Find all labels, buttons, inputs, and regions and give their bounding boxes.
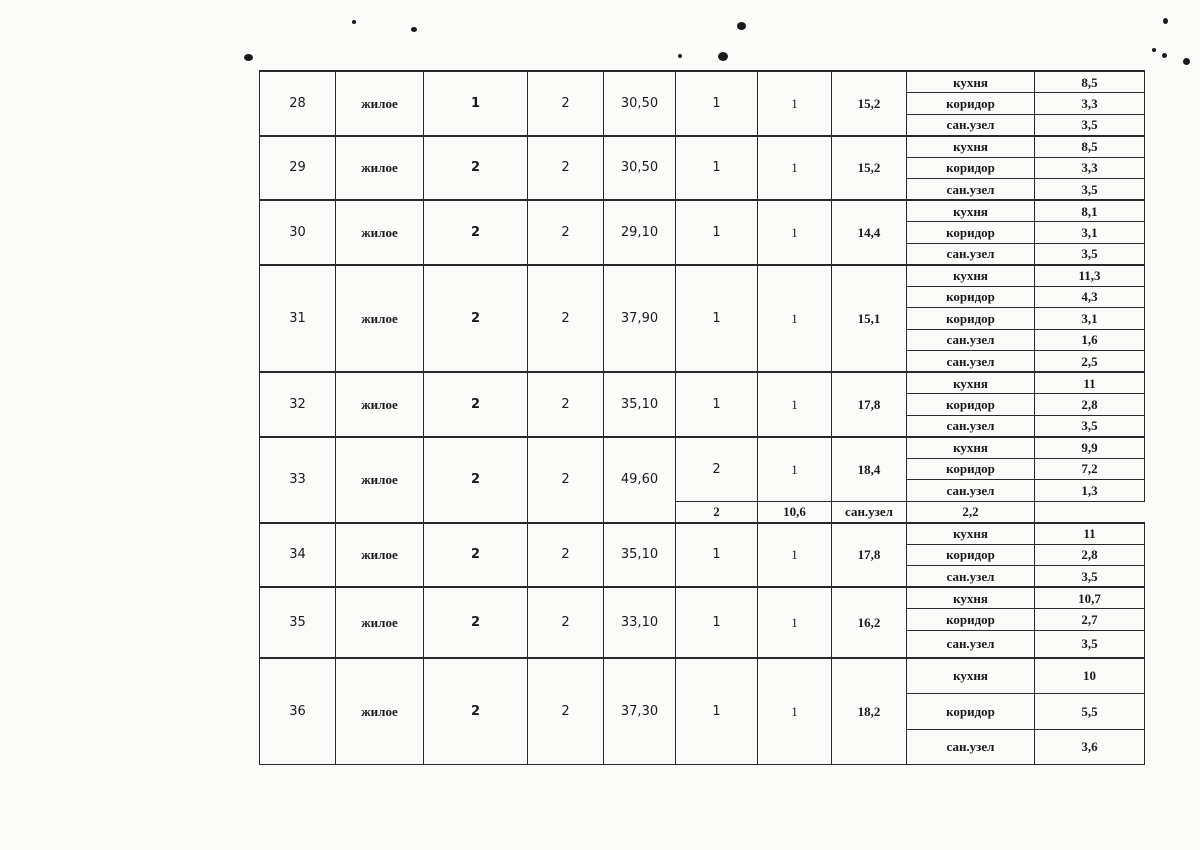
col6-value: 1 (676, 71, 758, 136)
col4-value: 2 (528, 200, 604, 265)
room-area: 9,9 (1035, 437, 1145, 459)
room-area: 8,1 (1035, 200, 1145, 222)
room-area: 11,3 (1035, 265, 1145, 287)
col6-value: 1 (676, 587, 758, 658)
living-room-number: 1 (758, 71, 832, 136)
living-room-area: 16,2 (832, 587, 907, 658)
room-area: 3,1 (1035, 308, 1145, 330)
room-area: 3,5 (1035, 415, 1145, 437)
room-name: коридор (907, 222, 1035, 244)
scan-speck (1163, 18, 1168, 24)
apartment-number: 36 (260, 658, 336, 765)
scan-speck (718, 52, 728, 61)
col4-value: 2 (528, 136, 604, 201)
room-name: кухня (907, 71, 1035, 93)
col3-value: 2 (424, 437, 528, 523)
room-area: 2,8 (1035, 394, 1145, 416)
col4-value: 2 (528, 523, 604, 588)
room-area: 8,5 (1035, 136, 1145, 158)
living-room-area: 15,2 (832, 136, 907, 201)
room-name: кухня (907, 437, 1035, 459)
scan-speck (1162, 53, 1167, 58)
room-name: сан.узел (907, 179, 1035, 201)
room-name: коридор (907, 308, 1035, 330)
total-area: 37,30 (604, 658, 676, 765)
premises-type: жилое (336, 136, 424, 201)
living-room-number: 1 (758, 136, 832, 201)
col6-value: 1 (676, 136, 758, 201)
living-room-area: 17,8 (832, 523, 907, 588)
room-name: сан.узел (907, 243, 1035, 265)
room-area: 11 (1035, 372, 1145, 394)
col3-value: 1 (424, 71, 528, 136)
room-name: коридор (907, 286, 1035, 308)
col4-value: 2 (528, 265, 604, 373)
table-row (260, 200, 1145, 222)
total-area: 49,60 (604, 437, 676, 523)
room-name: кухня (907, 587, 1035, 609)
room-area: 3,5 (1035, 630, 1145, 658)
room-name: коридор (907, 694, 1035, 730)
col6-value: 1 (676, 523, 758, 588)
living-room-number: 1 (758, 658, 832, 765)
room-name: коридор (907, 394, 1035, 416)
premises-type: жилое (336, 200, 424, 265)
apartments-table-body (260, 71, 1145, 765)
room-name: сан.узел (907, 114, 1035, 136)
col3-value: 2 (424, 658, 528, 765)
room-area: 8,5 (1035, 71, 1145, 93)
premises-type: жилое (336, 71, 424, 136)
living-room-number: 1 (758, 523, 832, 588)
col3-value: 2 (424, 587, 528, 658)
apartment-number: 34 (260, 523, 336, 588)
room-area: 2,8 (1035, 544, 1145, 566)
scan-speck (352, 20, 356, 24)
room-area: 3,5 (1035, 114, 1145, 136)
col4-value: 2 (528, 587, 604, 658)
scan-speck (1183, 58, 1190, 65)
room-area: 3,5 (1035, 179, 1145, 201)
room-area: 4,3 (1035, 286, 1145, 308)
table-row (260, 372, 1145, 394)
table-row (260, 658, 1145, 694)
room-area: 3,3 (1035, 93, 1145, 115)
room-name: сан.узел (907, 480, 1035, 502)
col6-value: 1 (676, 265, 758, 373)
col4-value: 2 (528, 71, 604, 136)
total-area: 29,10 (604, 200, 676, 265)
room-name: сан.узел (907, 351, 1035, 373)
living-room-number: 1 (758, 265, 832, 373)
living-room-number: 2 (676, 501, 758, 523)
room-name: сан.узел (907, 329, 1035, 351)
living-room-area: 17,8 (832, 372, 907, 437)
room-name: сан.узел (907, 415, 1035, 437)
apartment-number: 31 (260, 265, 336, 373)
living-room-area: 18,4 (832, 437, 907, 502)
total-area: 30,50 (604, 71, 676, 136)
total-area: 35,10 (604, 523, 676, 588)
room-area: 3,6 (1035, 729, 1145, 764)
total-area: 37,90 (604, 265, 676, 373)
table-row (260, 265, 1145, 287)
col6-value: 1 (676, 372, 758, 437)
premises-type: жилое (336, 523, 424, 588)
room-name: коридор (907, 93, 1035, 115)
room-area: 1,6 (1035, 329, 1145, 351)
col3-value: 2 (424, 265, 528, 373)
premises-type: жилое (336, 587, 424, 658)
room-name: кухня (907, 658, 1035, 694)
col6-value: 2 (676, 437, 758, 502)
room-area: 1,3 (1035, 480, 1145, 502)
living-room-area: 15,2 (832, 71, 907, 136)
room-name: сан.узел (907, 729, 1035, 764)
col6-value: 1 (676, 200, 758, 265)
room-area: 2,2 (907, 501, 1035, 523)
apartment-number: 28 (260, 71, 336, 136)
living-room-number: 1 (758, 587, 832, 658)
room-area: 3,5 (1035, 566, 1145, 588)
room-area: 11 (1035, 523, 1145, 545)
living-room-area: 10,6 (758, 501, 832, 523)
total-area: 30,50 (604, 136, 676, 201)
premises-type: жилое (336, 658, 424, 765)
apartment-number: 33 (260, 437, 336, 523)
scan-speck (411, 27, 417, 32)
room-area: 7,2 (1035, 458, 1145, 480)
col3-value: 2 (424, 372, 528, 437)
premises-type: жилое (336, 265, 424, 373)
scan-speck (1152, 48, 1156, 52)
scan-speck (737, 22, 746, 30)
room-name: коридор (907, 609, 1035, 631)
table-row (260, 437, 1145, 459)
living-room-area: 18,2 (832, 658, 907, 765)
room-name: сан.узел (832, 501, 907, 523)
room-name: сан.узел (907, 630, 1035, 658)
room-area: 3,1 (1035, 222, 1145, 244)
apartments-table (259, 70, 1145, 765)
room-name: кухня (907, 265, 1035, 287)
room-area: 2,5 (1035, 351, 1145, 373)
room-area: 5,5 (1035, 694, 1145, 730)
table-row (260, 587, 1145, 609)
room-area: 2,7 (1035, 609, 1145, 631)
scan-speck (244, 54, 253, 61)
apartment-number: 35 (260, 587, 336, 658)
room-area: 3,5 (1035, 243, 1145, 265)
room-area: 10 (1035, 658, 1145, 694)
room-name: кухня (907, 136, 1035, 158)
room-area: 10,7 (1035, 587, 1145, 609)
room-name: коридор (907, 544, 1035, 566)
living-room-number: 1 (758, 372, 832, 437)
col4-value: 2 (528, 372, 604, 437)
table-row (260, 136, 1145, 158)
premises-type: жилое (336, 372, 424, 437)
apartment-number: 32 (260, 372, 336, 437)
col3-value: 2 (424, 523, 528, 588)
room-area: 3,3 (1035, 157, 1145, 179)
col3-value: 2 (424, 136, 528, 201)
scan-speck (678, 54, 682, 58)
col6-value: 1 (676, 658, 758, 765)
living-room-number: 1 (758, 437, 832, 502)
room-name: коридор (907, 157, 1035, 179)
table-row (260, 523, 1145, 545)
room-name: кухня (907, 372, 1035, 394)
living-room-area: 15,1 (832, 265, 907, 373)
table-row (260, 71, 1145, 93)
room-name: коридор (907, 458, 1035, 480)
room-name: кухня (907, 523, 1035, 545)
living-room-area: 14,4 (832, 200, 907, 265)
apartment-number: 29 (260, 136, 336, 201)
room-name: кухня (907, 200, 1035, 222)
col4-value: 2 (528, 437, 604, 523)
apartment-number: 30 (260, 200, 336, 265)
total-area: 35,10 (604, 372, 676, 437)
col3-value: 2 (424, 200, 528, 265)
room-name: сан.узел (907, 566, 1035, 588)
living-room-number: 1 (758, 200, 832, 265)
total-area: 33,10 (604, 587, 676, 658)
premises-type: жилое (336, 437, 424, 523)
col4-value: 2 (528, 658, 604, 765)
